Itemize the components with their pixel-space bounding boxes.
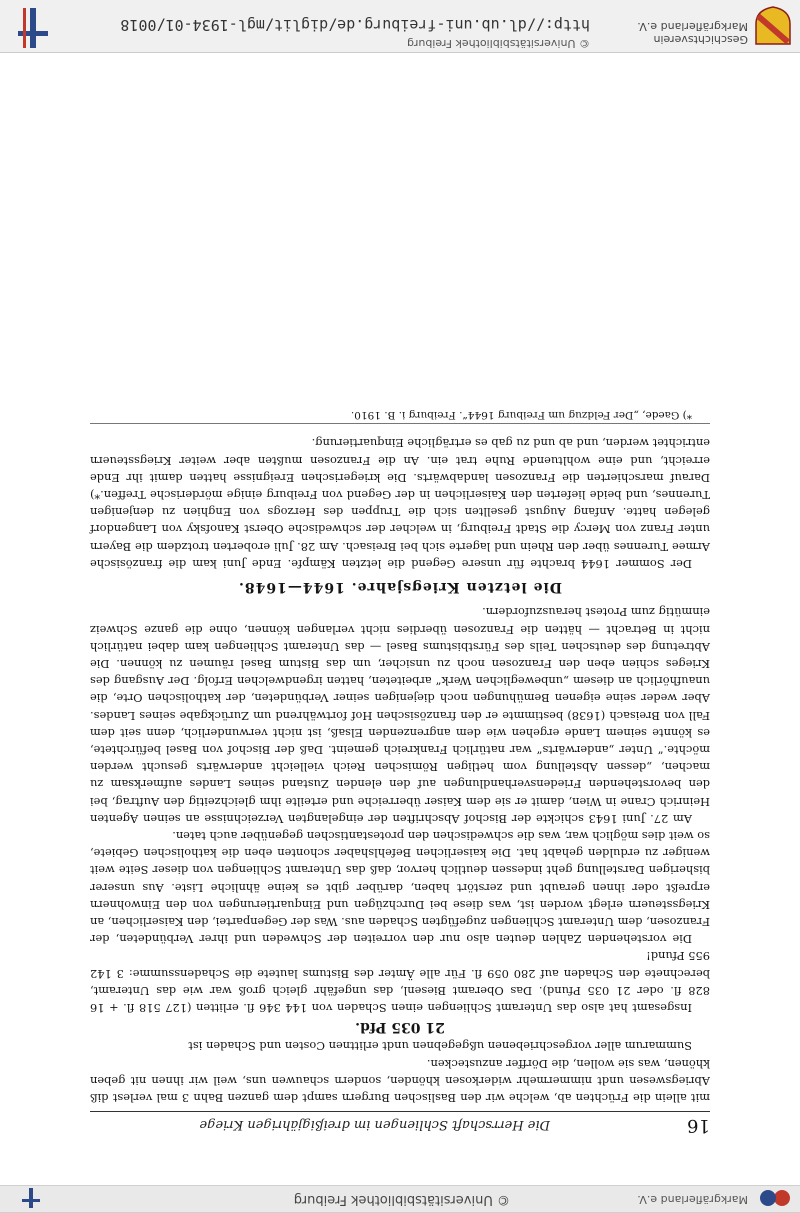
- paragraph: Insgesamt hat also das Unteramt Schliengen einen Schaden von 144 346 fl. erlitten (127 518 fl. + 16 828 fl. oder 21 035 Pfund). Das Oberamt Biesenl, das ungefähr gleich groß war wie das Unteramt, berechnete den Schaden auf 280 059 fl. Für alle Ämter des Bistums lautete die Schadenssumme: 3 142 955 Pfund!: [90, 949, 710, 1015]
- top-left-text: Markgräflerland e.V.: [637, 1193, 748, 1206]
- sum-line: 21 035 Pfd.: [355, 1019, 445, 1036]
- paragraph: Der Sommer 1644 brachte für unsere Gegend die letzten Kämpfe. Ende Juni kam die französische Armee Turennes über den Rhein und lagerte sich bei Breisach. Am 28. Juli eroberten trotzdem die Bayern unter Franz von Mercy die Stadt Freiburg, in welcher der schwedische Oberst Kanofsky von Langendorf gelegen hatte. Anfang August gesellten sich die Truppen des Herzogs von Enghien zu denjenigen Turennes, und beide lieferten den Kaiserlichen in der Gegend von Freiburg einige mörderische Treffen.*) Darauf marschierten die Franzosen landabwärts. Die kriegerischen Ereignisse hatten damit ihr Ende erreicht, und eine wohltuende Ruhe trat ein. An die Franzosen mußten aber weiter Kriegssteuern entrichtet werden, und ab und zu gab es erträgliche Einquartierung.: [90, 436, 710, 571]
- top-center-text: © Universitätsbibliothek Freiburg: [293, 1192, 510, 1207]
- university-logo-icon: [18, 8, 48, 48]
- footnote: *) Gaede, „Der Feldzug um Freiburg 1644“. Freiburg i. B. 1910.: [350, 409, 692, 422]
- page-body: [90, 406, 710, 1106]
- copyright-text: © Universitätsbibliothek Freiburg: [407, 37, 590, 50]
- permalink-url[interactable]: http://dl.ub.uni-freiburg.de/diglit/mgl-1934-01/0018: [120, 16, 590, 34]
- crest-icon: [754, 6, 792, 46]
- paragraph: Die vorstehenden Zahlen deuten also nur den vorreiten der Schweden und ihrer Verbündeten, der Franzosen, dem Unteramt Schliengen zugefügten Schaden aus. Was der Gegenpartei, den Kaiserlichen, an Kriegssteuern erlegt worden ist, was diese bei Durchzügen und Einquartierungen von den Einwohnern erpreßt oder ihnen geraubt und zerstört haben, darüber gibt es keine ähnliche Liste. Aus unserer bisherigen Darstellung geht indessen deutlich hervor, daß das Unteramt Schliengen von dieser Seite weit weniger zu erdulden gehabt hat. Die kaiserlichen Befehlshaber schonten eben die katholischen Gebiete, so weit dies möglich war, was die schwedischen den protestantischen gegenüber auch taten.: [90, 828, 710, 947]
- bottom-bar: [0, 0, 800, 53]
- paragraph: mit allein die Früchten ab, welche wir den Baslischen Burgern sampt dem ganzen Bahn 3 mal verlest diß Abriegswesen undt nimmermehr widerkosen khönden, sondern schauwen uns, weil wir ihnen nit geben khönen, was sie wollen, die Dörffer anzustecken.: [90, 1056, 710, 1105]
- paragraph: Am 27. Juni 1643 schickte der Bischof Abschriften der eingelangten Verzeichnisse an seinen Agenten Heinrich Crane in Wien, damit er sie dem Kaiser überreiche und erteilte ihm gleichzeitig den Auftrag, bei den bevorstehenden Friedensverhandlungen auf den elenden Zustand seines Landes aufmerksam zu machen, „dessen Abstellung vom hetligen Römischen Reich vielleicht anderwärts gesucht werden möchte.“ Unter „anderwärts“ war natürlich Frankreich gemeint. Daß der Bischof von Basel befürchtete, es könnte seinem Lande ergehen wie dem angrenzenden Elsaß, ist nicht verwunderlich, denn seit dem Fall von Breisach (1638) bestimmte er den französischen Hof fortwährend um Zurückgabe seines Landes. Aber weder seine eigenen Bemühungen noch diejenigen seiner Verbündeten, der katholischen Orte, die unaufhörlich an diesem „unbeweglichen Werk“ arbeiteten, hatten irgendwelchen Erfolg. Der Ausgang des Krieges schien eben den Franzosen noch zu unsicher, um das Bistum Basel räumen zu können. Die Abtretung des deutschen Teils des Fürstbistums Basel — das Unteramt Schliengen kam dabei natürlich nicht in Betracht — hätten die Franzosen überdies nicht verlangen können, ohne die ganze Schweiz einmütig zum Protest herauszufordern.: [90, 605, 710, 826]
- library-logo-icon: [752, 1188, 792, 1208]
- page-header: [90, 1111, 710, 1140]
- page-number: 16: [687, 1115, 710, 1136]
- university-logo-icon: [22, 1188, 40, 1208]
- paragraph: Summarum aller vorgeschriebenen ußgegebnen undt erlittnen Costen und Schaden ist: [188, 1039, 692, 1054]
- organization-text: Geschichtsverein Markgräflerland e.V.: [637, 20, 748, 46]
- running-head: Die Herrschaft Schliengen im dreißigjährigen Kriege: [199, 1117, 550, 1132]
- top-bar: [0, 1185, 800, 1212]
- section-title: Die letzten Kriegsjahre. 1644—1648.: [238, 579, 562, 596]
- footnote-separator: [90, 406, 710, 424]
